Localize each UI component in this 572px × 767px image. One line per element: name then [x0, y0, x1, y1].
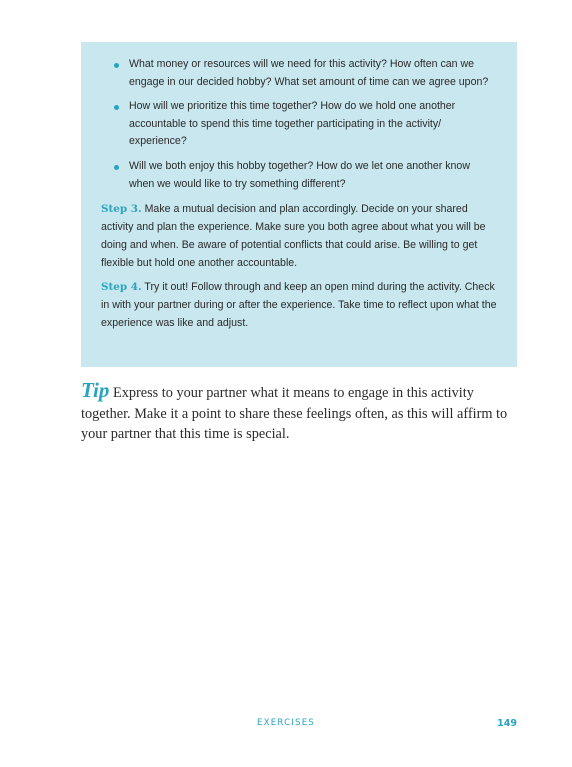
page-footer — [0, 718, 572, 732]
bullet-text: Will we both enjoy this hobby together? How do we let one another know when we would like to try something different? — [129, 159, 470, 190]
bullet-icon — [114, 63, 119, 68]
bullet-text: How will we prioritize this time together? How do we hold one another accountable to spend this time together participating in the activity/ experience? — [129, 100, 456, 148]
tip-text: Express to your partner what it means to engage in this activity together. Make it a point to share these feelings often, as this will affirm to your partner that this time is special. — [81, 385, 508, 442]
page-number: 149 — [497, 718, 517, 729]
list-item — [101, 98, 497, 151]
step-3-label: Step 3. — [101, 203, 142, 216]
bullet-icon — [114, 105, 119, 110]
footer-section-title: EXERCISES — [257, 718, 315, 728]
step-3-paragraph — [101, 200, 497, 272]
tip-label: Tip — [81, 378, 110, 402]
bullet-icon — [114, 165, 119, 170]
list-item — [101, 158, 497, 193]
callout-box — [81, 42, 517, 367]
tip-paragraph — [81, 380, 521, 445]
bullet-text: What money or resources will we need for this activity? How often can we engage in our decided hobby? What set amount of time can we agree upon? — [129, 58, 489, 88]
step-3-text: Make a mutual decision and plan accordingly. Decide on your shared activity and plan the experience. Make sure you both agree about what you will be doing and when. Be aware of potential conflicts that could arise. Be willing to get flexible but hold one another accountable. — [101, 203, 486, 270]
question-list — [101, 56, 497, 193]
step-4-text: Try it out! Follow through and keep an open mind during the activity. Check in with your partner during or after the experience. Take time to reflect upon what the experience was like and adjust. — [101, 281, 497, 330]
step-4-paragraph — [101, 278, 497, 332]
list-item — [101, 56, 497, 91]
step-4-label: Step 4. — [101, 281, 142, 294]
